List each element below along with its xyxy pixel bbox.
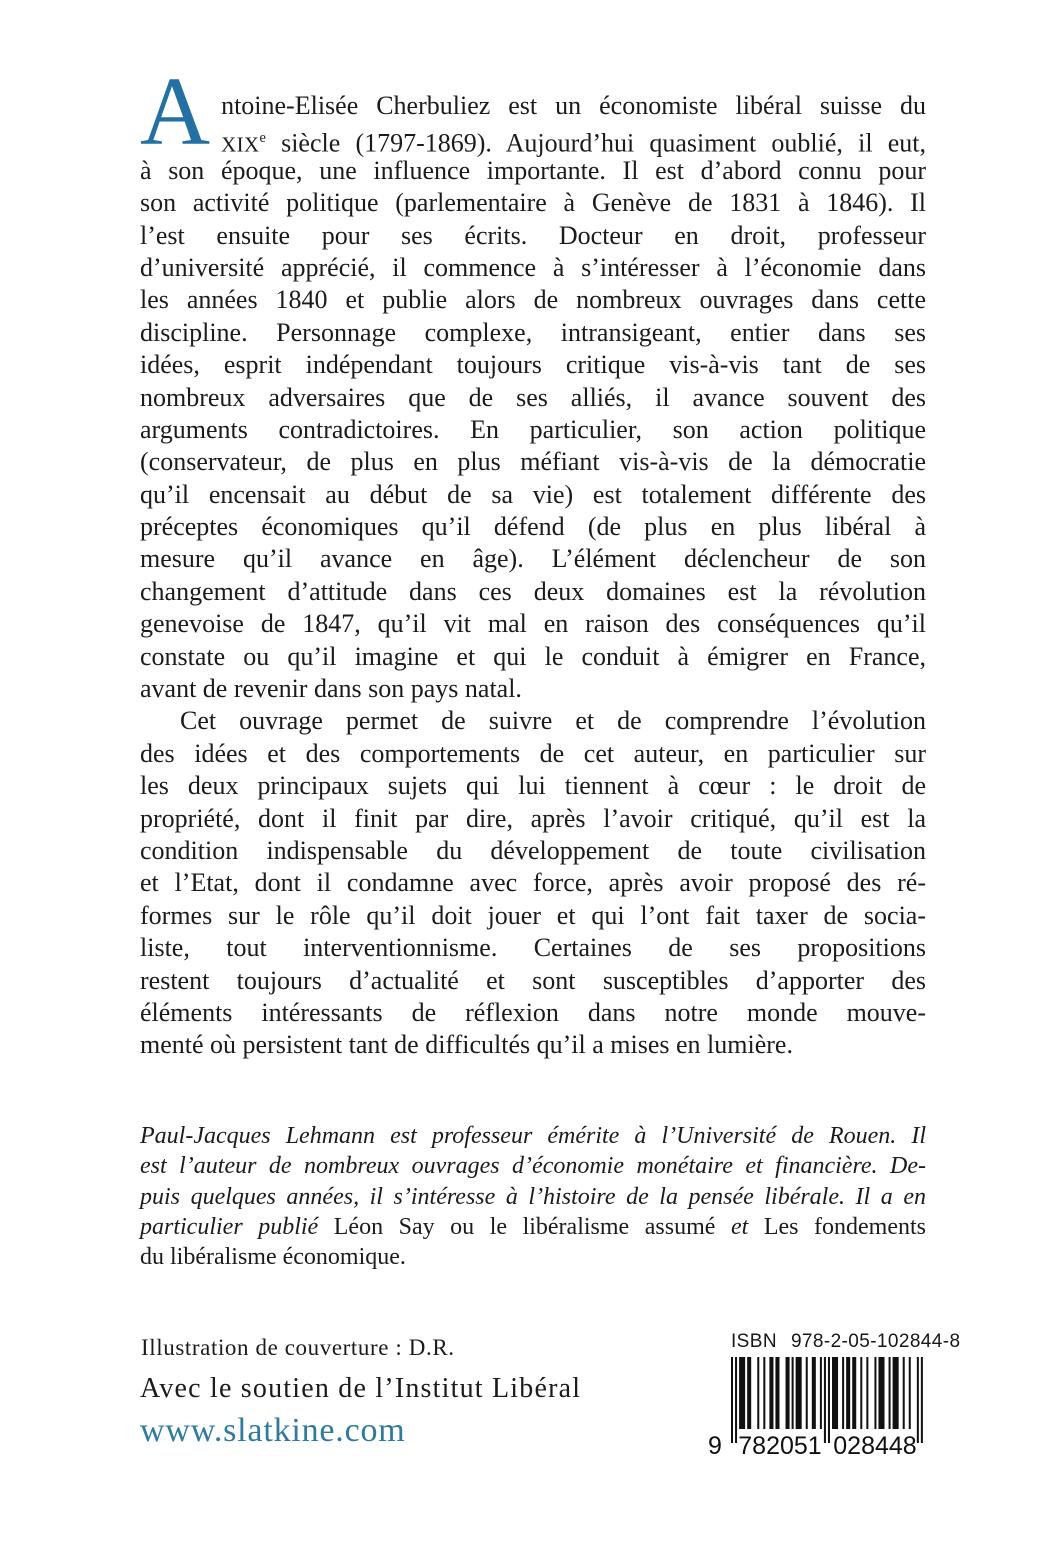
barcode-bar (889, 1357, 891, 1429)
barcode-bar (824, 1357, 826, 1443)
text-segment: et (715, 1213, 764, 1240)
text-line: et l’Etat, dont il condamne avec force, après avoir proposé des ré- (140, 868, 926, 898)
text-line: constate ou qu’il imagine et qui le conduit à émigrer en France, (140, 641, 926, 671)
text-line: avant de revenir dans son pays natal. (140, 674, 522, 704)
text-line: nombreux adversaires que de ses alliés, il avance souvent des (140, 382, 926, 412)
text-line: les deux principaux sujets qui lui tiennent à cœur : le droit de (140, 771, 926, 801)
barcode-bar (828, 1357, 830, 1443)
text-line: ntoine-Elisée Cherbuliez est un économiste libéral suisse du (221, 91, 926, 120)
text-line: d’université apprécié, il commence à s’intéresser à l’économie dans (140, 252, 926, 282)
barcode-bar (878, 1357, 884, 1429)
barcode-bar (917, 1357, 919, 1443)
support-note: Avec le soutien de l’Institut Libéral (140, 1373, 582, 1404)
paragraph-1 (140, 58, 926, 705)
text-line: formes sur le rôle qu’il doit jouer et qui l’ont fait taxer de socia- (140, 900, 926, 930)
barcode-bar (820, 1357, 822, 1429)
text-segment: siècle (1797-1869). Aujourd’hui quasiment oublié, il eut, (265, 129, 926, 159)
barcode-bar (846, 1357, 850, 1429)
text-line: menté où persistent tant de difficultés qu’il a mises en lumière. (140, 1030, 793, 1060)
isbn-block (703, 1331, 961, 1459)
text-line: arguments contradictoires. En particulier, son action politique (140, 414, 926, 444)
text-line: éléments intéressants de réflexion dans notre monde mouve- (140, 997, 926, 1027)
author-bio (140, 1121, 926, 1272)
barcode-bar (769, 1357, 773, 1429)
text-line: genevoise de 1847, qu’il vit mal en raison des conséquences qu’il (140, 609, 926, 639)
text-line: (conservateur, de plus en plus méfiant vis-à-vis de la démocratie (140, 447, 926, 477)
text-line: puis quelques années, il s’intéresse à l’histoire de la pensée libérale. Il a en (140, 1183, 926, 1210)
text-segment: Les fondements (763, 1213, 926, 1240)
barcode-digits-right: 028448 (833, 1432, 917, 1459)
barcode-bar (731, 1357, 733, 1443)
text-line: les années 1840 et publie alors de nombreux ouvrages dans cette (140, 285, 926, 315)
barcode-bar (832, 1357, 838, 1429)
dropcap-letter: A (140, 58, 211, 165)
barcode-bar (775, 1357, 779, 1429)
isbn-label: ISBN (731, 1331, 777, 1352)
publisher-website-link[interactable]: www.slatkine.com (140, 1412, 406, 1449)
text-line: préceptes économiques qu’il défend (de plus en plus libéral à (140, 512, 926, 542)
barcode-bar (909, 1357, 911, 1429)
text-line: liste, tout interventionnisme. Certaines de ses propositions (140, 933, 926, 963)
barcode-bar (866, 1357, 868, 1429)
barcode-bar (763, 1357, 765, 1429)
cover-illustration-credit: Illustration de couverture : D.R. (141, 1335, 455, 1360)
text-line: son activité politique (parlementaire à Genève de 1831 à 1846). Il (140, 188, 926, 218)
barcode-digits-left: 782051 (738, 1432, 822, 1459)
barcode-bar (739, 1357, 745, 1429)
text-segment: XIX (221, 134, 260, 158)
isbn-line (703, 1331, 961, 1353)
barcode-bar (842, 1357, 844, 1429)
text-line: qu’il encensait au début de sa vie) est totalement différente des (140, 479, 926, 509)
text-line: idées, esprit indépendant toujours critique vis-à-vis tant de ses (140, 350, 926, 380)
barcode-bar (806, 1357, 808, 1429)
text-segment: particulier publié (140, 1213, 334, 1240)
text-line: Paul-Jacques Lehmann est professeur émérite à l’Université de Rouen. Il (140, 1123, 926, 1149)
text-line: discipline. Personnage complexe, intransigeant, entier dans ses (140, 317, 926, 347)
synopsis-text (140, 58, 926, 1062)
barcode-bar (786, 1357, 790, 1429)
barcode-bar (852, 1357, 856, 1429)
text-line: des idées et des comportements de cet auteur, en particulier sur (140, 738, 926, 768)
text-segment: Léon Say ou le libéralisme assumé (333, 1213, 716, 1240)
ean13-barcode (703, 1357, 933, 1459)
text-segment: e (259, 130, 266, 147)
text-line (140, 122, 926, 159)
barcode-bar (903, 1357, 905, 1429)
text-line: restent toujours d’actualité et sont susceptibles d’apporter des (140, 965, 926, 995)
text-segment: du libéralisme économique. (140, 1244, 406, 1271)
text-line: Cet ouvrage permet de suivre et de comprendre l’évolution (180, 706, 926, 736)
barcode-bar (874, 1357, 876, 1429)
isbn-number: 978-2-05-102844-8 (790, 1331, 961, 1352)
paragraph-2 (140, 705, 926, 1061)
text-line: condition indispensable du développement de toute civilisation (140, 835, 926, 865)
text-line: propriété, dont il finit par dire, après l’avoir critiqué, qu’il est la (140, 803, 926, 833)
text-line (140, 1242, 926, 1272)
barcode-bar (893, 1357, 899, 1429)
barcode-bar (747, 1357, 751, 1429)
text-line: est l’auteur de nombreux ouvrages d’économie monétaire et financière. De- (140, 1153, 926, 1180)
barcode-bar (812, 1357, 816, 1429)
barcode-bar (860, 1357, 862, 1429)
barcode-bar (921, 1357, 923, 1443)
text-line (140, 1212, 926, 1242)
text-line: changement d’attitude dans ces deux domaines est la révolution (140, 576, 926, 606)
barcode-bar (796, 1357, 802, 1429)
text-line: l’est ensuite pour ses écrits. Docteur en droit, professeur (140, 220, 926, 250)
barcode-bar (792, 1357, 794, 1429)
text-line: à son époque, une influence importante. Il est d’abord connu pour (140, 155, 926, 185)
barcode-digit-first: 9 (708, 1432, 722, 1459)
barcode-bar (735, 1357, 737, 1443)
text-line: mesure qu’il avance en âge). L’élément déclencheur de son (140, 544, 926, 574)
barcode-bar (757, 1357, 759, 1429)
